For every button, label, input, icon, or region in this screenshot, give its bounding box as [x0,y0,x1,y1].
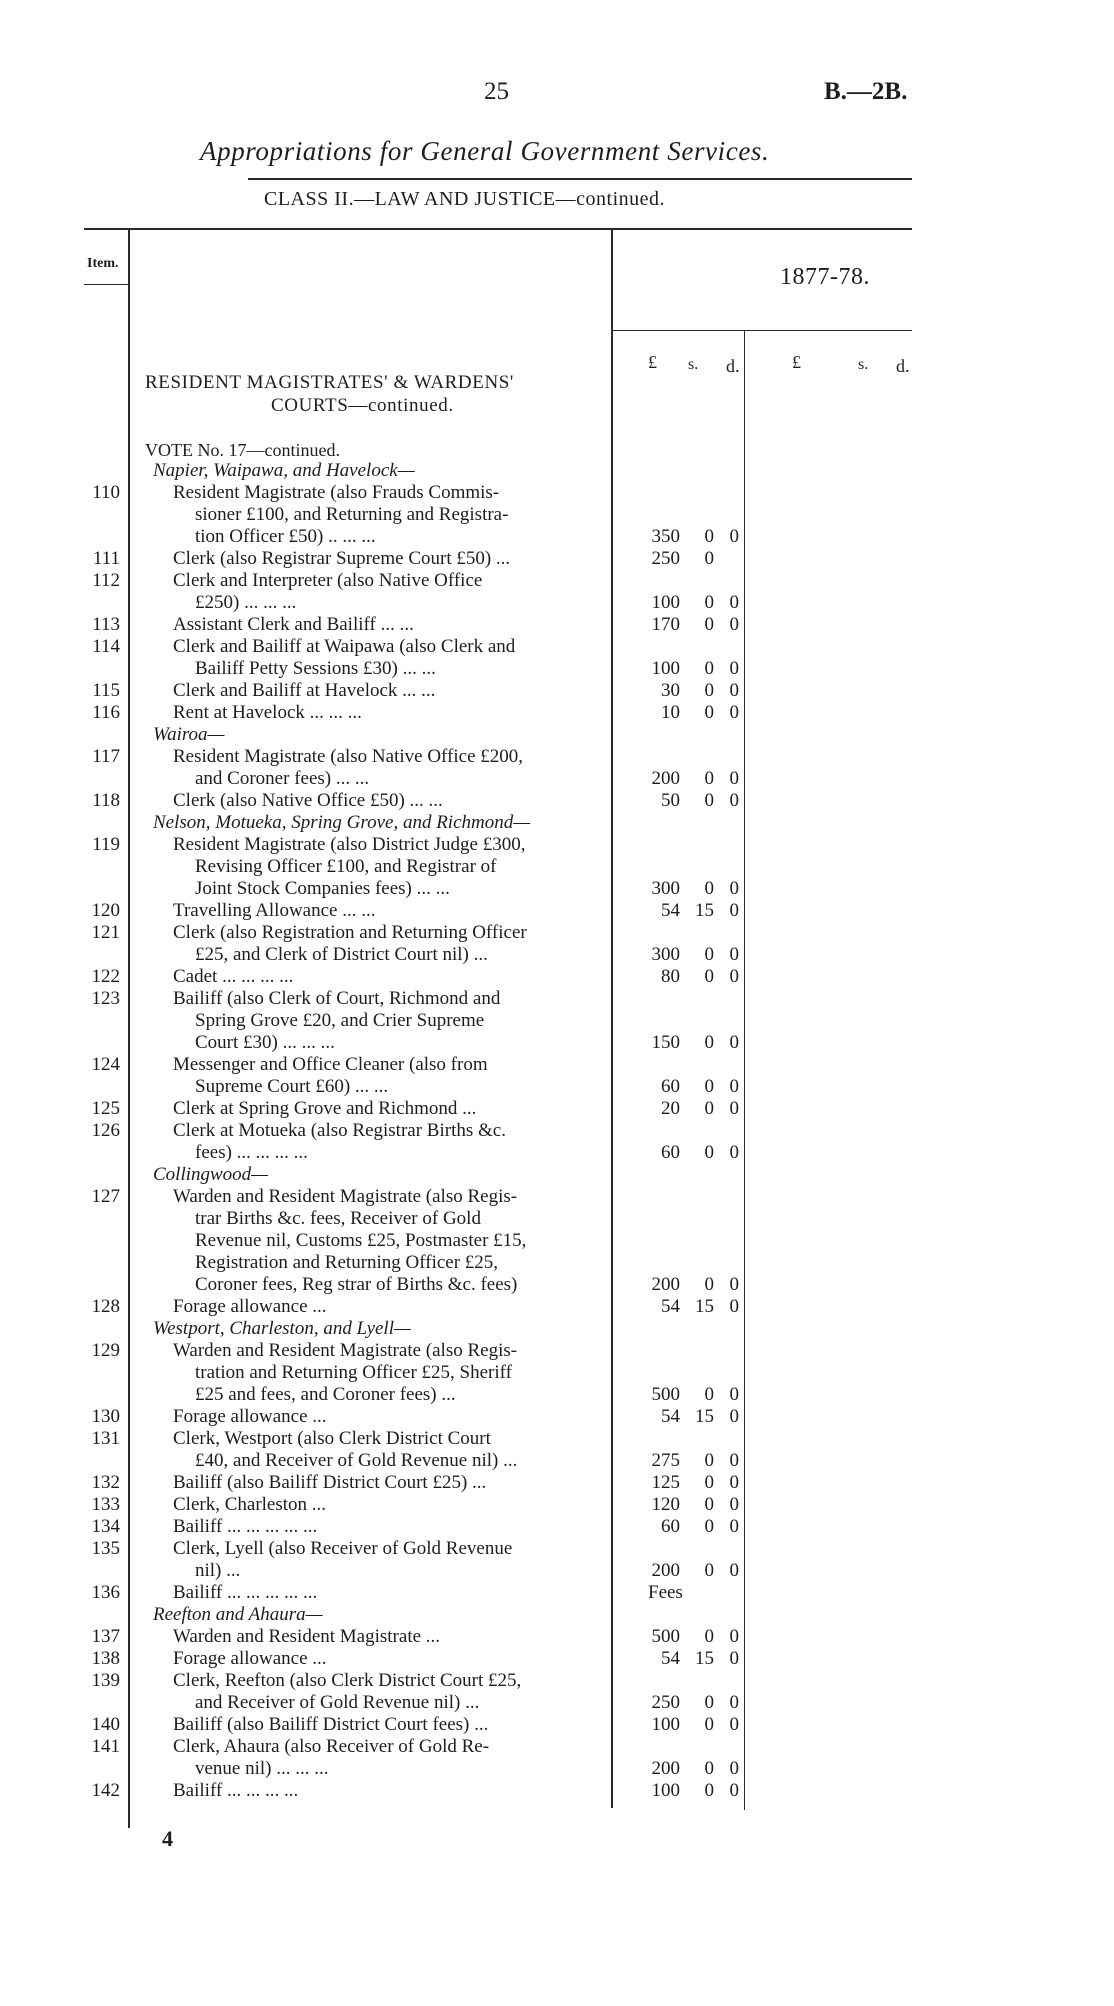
item-description-line: Bailiff ... ... ... ... ... [173,1582,318,1603]
description-column-divider [611,228,613,1808]
amount-pounds: 200 [651,1274,680,1295]
item-description-line: Warden and Resident Magistrate ... [173,1626,441,1647]
item-number: 122 [91,966,120,987]
item-description-line: nil) ... [195,1560,241,1581]
amount-shillings: 0 [704,966,714,987]
amount-text: Fees [648,1582,683,1603]
place-heading-text: Reefton and Ahaura— [153,1604,323,1625]
amount-shillings: 0 [704,1450,714,1471]
item-description-line: venue nil) ... ... ... [195,1758,329,1779]
item-description-line: Bailiff Petty Sessions £30) ... ... [195,658,436,679]
amount-pence: 0 [729,1274,739,1295]
item-number: 118 [92,790,120,811]
item-description-line: Bailiff (also Bailiff District Court fees) ... [173,1714,489,1735]
item-description [173,680,607,702]
item-description-line: Supreme Court £60) ... ... [195,1076,389,1097]
item-description-line: sioner £100, and Returning and Registra- [195,504,509,525]
item-description [173,1494,607,1516]
item-description-line: Assistant Clerk and Bailiff ... ... [173,614,414,635]
amount-column-divider [744,330,745,1810]
place-heading-text: Napier, Waipawa, and Havelock— [153,460,415,481]
item-number: 113 [92,614,120,635]
amount-shillings: 0 [704,1560,714,1581]
item-description [173,1714,607,1736]
amount-pence: 0 [729,592,739,613]
item-number: 142 [91,1780,120,1801]
item-description-line: £40, and Receiver of Gold Revenue nil) ... [195,1450,518,1471]
item-description [173,746,607,790]
item-description-line: Forage allowance ... [173,1296,327,1317]
amount-pounds: 500 [651,1384,680,1405]
amount-pounds: 125 [651,1472,680,1493]
item-number: 121 [91,922,120,943]
item-description [173,900,607,922]
item-description [173,1582,607,1604]
amount-shillings: 15 [695,1406,714,1427]
item-description-line: Warden and Resident Magistrate (also Regis- [173,1340,518,1361]
item-number: 116 [92,702,120,723]
amount-shillings: 0 [704,1714,714,1735]
item-description-line: Revising Officer £100, and Registrar of [195,856,497,877]
amount-shillings: 0 [704,1098,714,1119]
amount-pounds: 30 [661,680,680,701]
amount-pounds: 350 [651,526,680,547]
item-description-line: Clerk, Westport (also Clerk District Court [173,1428,491,1449]
item-header-underline [84,284,128,285]
item-number: 111 [92,548,120,569]
item-description-line: Bailiff ... ... ... ... ... [173,1516,318,1537]
item-number: 112 [92,570,120,591]
amount-pounds: 120 [651,1494,680,1515]
year-header: 1877-78. [780,264,870,290]
item-description-line: Court £30) ... ... ... [195,1032,335,1053]
amount-pence: 0 [729,1296,739,1317]
amount-pounds: 54 [661,1406,680,1427]
amount-shillings: 15 [695,900,714,921]
item-description [173,548,607,570]
item-description [173,922,607,966]
item-description-line: Travelling Allowance ... ... [173,900,376,921]
item-description [173,1472,607,1494]
item-number: 135 [91,1538,120,1559]
amount-pounds: 50 [661,790,680,811]
item-description-line: £25, and Clerk of District Court nil) ... [195,944,488,965]
amount-shillings: 0 [704,1032,714,1053]
amount-pence: 0 [729,1758,739,1779]
amount-pence: 0 [729,1384,739,1405]
amount-pounds: 20 [661,1098,680,1119]
amount-pounds: 250 [651,1692,680,1713]
item-number: 114 [92,636,120,657]
amount-shillings: 0 [704,790,714,811]
item-description [173,988,607,1054]
amount-shillings: 0 [704,702,714,723]
amount-pence: 0 [729,1714,739,1735]
amount-pence: 0 [729,1494,739,1515]
amount-pence: 0 [729,658,739,679]
class-line: CLASS II.—LAW AND JUSTICE—continued. [264,188,666,210]
amount-pence: 0 [729,1516,739,1537]
item-description-line: Clerk (also Registrar Supreme Court £50) ... [173,548,511,569]
item-description [173,1296,607,1318]
item-description [173,1736,607,1780]
amount-shillings: 0 [704,680,714,701]
item-description [173,570,607,614]
amount-shillings: 0 [704,526,714,547]
table-top-rule [84,228,912,230]
shillings-header-2: s. [858,356,869,373]
item-description-line: Resident Magistrate (also District Judge £300, [173,834,526,855]
item-column-divider [128,228,130,1828]
place-heading-text: Collingwood— [153,1164,269,1185]
amount-pence: 0 [729,1692,739,1713]
amount-shillings: 0 [704,548,714,569]
item-number: 110 [92,482,120,503]
item-description-line: Bailiff (also Clerk of Court, Richmond and [173,988,501,1009]
pence-header-2: d. [896,356,910,376]
amount-shillings: 0 [704,1384,714,1405]
amount-pounds: 100 [651,658,680,679]
item-description [173,1340,607,1406]
item-number: 133 [91,1494,120,1515]
item-description-line: Bailiff (also Bailiff District Court £25) ... [173,1472,487,1493]
item-description-line: Revenue nil, Customs £25, Postmaster £15, [195,1230,527,1251]
item-description-line: Clerk (also Registration and Returning Officer [173,922,527,943]
amount-shillings: 0 [704,1142,714,1163]
amount-pence: 0 [729,900,739,921]
amount-shillings: 0 [704,592,714,613]
item-description-line: Rent at Havelock ... ... ... [173,702,362,723]
item-description [173,636,607,680]
amount-pence: 0 [729,790,739,811]
amount-pounds: 100 [651,1780,680,1801]
item-description-line: Warden and Resident Magistrate (also Regis- [173,1186,518,1207]
amount-pounds: 60 [661,1516,680,1537]
item-description [173,1516,607,1538]
item-description-line: £25 and fees, and Coroner fees) ... [195,1384,456,1405]
amount-pence: 0 [729,768,739,789]
item-description-line: Clerk at Motueka (also Registrar Births &c. [173,1120,506,1141]
amount-pence: 0 [729,1648,739,1669]
place-heading-text: Westport, Charleston, and Lyell— [153,1318,411,1339]
amount-shillings: 0 [704,1076,714,1097]
item-number: 136 [91,1582,120,1603]
amount-pounds: 54 [661,900,680,921]
item-description-line: Spring Grove £20, and Crier Supreme [195,1010,485,1031]
amount-pounds: 60 [661,1076,680,1097]
item-number: 130 [91,1406,120,1427]
amount-pounds: 150 [651,1032,680,1053]
amount-pence: 0 [729,526,739,547]
item-number: 127 [91,1186,120,1207]
pounds-header-1: £ [648,352,657,372]
amount-pounds: 275 [651,1450,680,1471]
item-column-header: Item. [87,256,119,271]
amount-pence: 0 [729,614,739,635]
amount-shillings: 0 [704,1472,714,1493]
item-description-line: £250) ... ... ... [195,592,297,613]
amount-pounds: 80 [661,966,680,987]
item-description-line: Messenger and Office Cleaner (also from [173,1054,488,1075]
item-description-line: Clerk, Ahaura (also Receiver of Gold Re- [173,1736,490,1757]
item-description [173,1780,607,1802]
amount-pounds: 300 [651,944,680,965]
item-number: 134 [91,1516,120,1537]
item-description-line: and Coroner fees) ... ... [195,768,370,789]
item-number: 141 [91,1736,120,1757]
item-description-line: Clerk at Spring Grove and Richmond ... [173,1098,477,1119]
amount-shillings: 0 [704,658,714,679]
amount-shillings: 15 [695,1296,714,1317]
item-number: 124 [91,1054,120,1075]
amount-pounds: 500 [651,1626,680,1647]
amount-shillings: 15 [695,1648,714,1669]
item-description [173,1648,607,1670]
amount-pence: 0 [729,1780,739,1801]
item-number: 125 [91,1098,120,1119]
amount-pence: 0 [729,944,739,965]
amount-shillings: 0 [704,1758,714,1779]
amount-pence: 0 [729,1142,739,1163]
item-description-line: Forage allowance ... [173,1406,327,1427]
item-description-line: Clerk, Charleston ... [173,1494,327,1515]
item-number: 137 [91,1626,120,1647]
item-description-line: Clerk and Bailiff at Havelock ... ... [173,680,436,701]
item-number: 129 [91,1340,120,1361]
item-number: 139 [91,1670,120,1691]
item-number: 123 [91,988,120,1009]
item-number: 126 [91,1120,120,1141]
document-reference: B.—2B. [824,78,908,105]
item-description-line: and Receiver of Gold Revenue nil) ... [195,1692,480,1713]
item-number: 128 [91,1296,120,1317]
amount-shillings: 0 [704,1780,714,1801]
item-description [173,1120,607,1164]
amount-pence: 0 [729,966,739,987]
amount-pence: 0 [729,1626,739,1647]
amount-shillings: 0 [704,944,714,965]
item-description-line: fees) ... ... ... ... [195,1142,308,1163]
amount-pence: 0 [729,1450,739,1471]
amount-pence: 0 [729,1098,739,1119]
item-description-line: trar Births &c. fees, Receiver of Gold [195,1208,481,1229]
amount-shillings: 0 [704,768,714,789]
item-number: 115 [92,680,120,701]
item-description-line: Joint Stock Companies fees) ... ... [195,878,450,899]
amount-shillings: 0 [704,1692,714,1713]
page-number: 25 [484,78,509,105]
title-rule [248,178,912,180]
amount-pounds: 54 [661,1296,680,1317]
amount-pence: 0 [729,702,739,723]
amount-pounds: 250 [651,548,680,569]
amount-pence: 0 [729,1406,739,1427]
amount-pence: 0 [729,1076,739,1097]
item-description [173,1186,607,1296]
amount-shillings: 0 [704,1274,714,1295]
item-number: 138 [91,1648,120,1669]
signature-mark: 4 [162,1826,173,1851]
amount-pence: 0 [729,1560,739,1581]
vote-heading: VOTE No. 17—continued. [145,440,340,460]
item-description-line: tration and Returning Officer £25, Sheriff [195,1362,512,1383]
pence-header-1: d. [726,356,740,376]
amount-pounds: 200 [651,1560,680,1581]
amount-shillings: 0 [704,1626,714,1647]
amount-shillings: 0 [704,1516,714,1537]
item-number: 132 [91,1472,120,1493]
item-description [173,834,607,900]
place-heading-text: Wairoa— [153,724,225,745]
item-description [173,1626,607,1648]
amount-pence: 0 [729,1032,739,1053]
item-description-line: Bailiff ... ... ... ... [173,1780,299,1801]
item-number: 119 [92,834,120,855]
year-underline [611,330,912,331]
item-description [173,966,607,988]
amount-pence: 0 [729,680,739,701]
amount-pounds: 200 [651,768,680,789]
page-title: Appropriations for General Government Services. [200,136,770,166]
amount-pence: 0 [729,1472,739,1493]
section-heading-line1: RESIDENT MAGISTRATES' & WARDENS' [145,372,514,393]
amount-pounds: 100 [651,1714,680,1735]
item-description [173,614,607,636]
item-description-line: Clerk and Bailiff at Waipawa (also Clerk and [173,636,516,657]
item-description [173,1054,607,1098]
item-number: 117 [92,746,120,767]
amount-pounds: 10 [661,702,680,723]
amount-pounds: 170 [651,614,680,635]
amount-pounds: 200 [651,1758,680,1779]
item-description-line: Resident Magistrate (also Frauds Commis- [173,482,500,503]
item-description-line: Coroner fees, Reg strar of Births &c. fees) [195,1274,518,1295]
item-number: 131 [91,1428,120,1449]
item-description-line: Resident Magistrate (also Native Office £200, [173,746,523,767]
amount-shillings: 0 [704,878,714,899]
item-description-line: Clerk (also Native Office £50) ... ... [173,790,443,811]
item-description-line: Forage allowance ... [173,1648,327,1669]
item-description-line: tion Officer £50) .. ... ... [195,526,376,547]
item-description-line: Clerk, Lyell (also Receiver of Gold Revenue [173,1538,513,1559]
item-description [173,1538,607,1582]
item-description [173,1098,607,1120]
item-description-line: Clerk, Reefton (also Clerk District Court £25, [173,1670,522,1691]
item-description [173,1406,607,1428]
place-heading-text: Nelson, Motueka, Spring Grove, and Richmond— [153,812,531,833]
section-heading [145,371,514,417]
amount-shillings: 0 [704,614,714,635]
item-description [173,702,607,724]
item-description [173,790,607,812]
item-number: 140 [91,1714,120,1735]
shillings-header-1: s. [688,356,699,373]
amount-pounds: 300 [651,878,680,899]
amount-pence: 0 [729,878,739,899]
item-description-line: Clerk and Interpreter (also Native Office [173,570,483,591]
item-description [173,1670,607,1714]
item-description [173,1428,607,1472]
section-heading-line2: COURTS—continued. [271,395,454,416]
item-number: 120 [91,900,120,921]
amount-pounds: 60 [661,1142,680,1163]
item-description [173,482,607,548]
amount-shillings: 0 [704,1494,714,1515]
amount-pounds: 100 [651,592,680,613]
item-description-line: Cadet ... ... ... ... [173,966,294,987]
amount-pounds: 54 [661,1648,680,1669]
pounds-header-2: £ [792,352,801,372]
item-description-line: Registration and Returning Officer £25, [195,1252,499,1273]
